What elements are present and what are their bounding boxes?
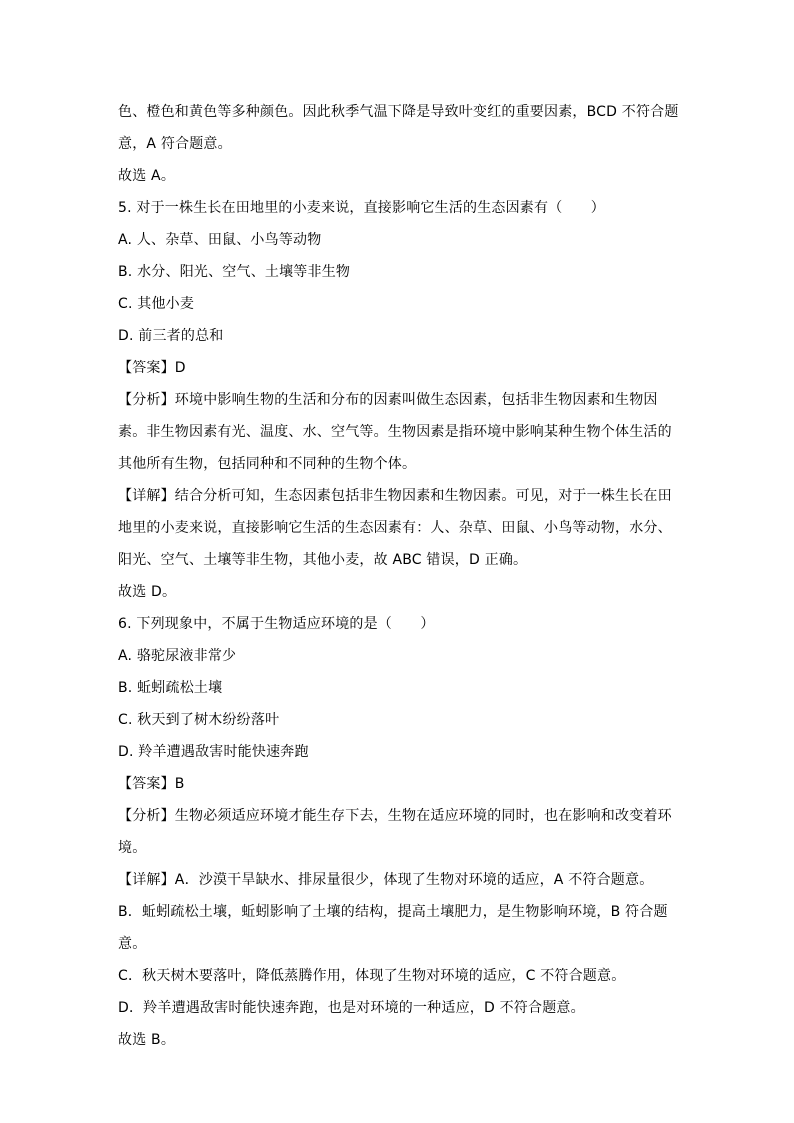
question-5-answer: 【答案】D bbox=[118, 360, 186, 376]
question-5-analysis: 素。非生物因素有光、温度、水、空气等。生物因素是指环境中影响某种生物个体生活的 bbox=[118, 424, 672, 440]
question-5-option-a: A. 人、杂草、田鼠、小鸟等动物 bbox=[118, 232, 322, 248]
text-line: 色、橙色和黄色等多种颜色。因此秋季气温下降是导致叶变红的重要因素，BCD 不符合题 bbox=[118, 104, 679, 120]
question-6-explanation: B．蚯蚓疏松土壤，蚯蚓影响了土壤的结构，提高土壤肥力，是生物影响环境，B 符合题 bbox=[118, 904, 668, 920]
question-6-option-c: C. 秋天到了树木纷纷落叶 bbox=[118, 712, 280, 728]
question-5-explanation: 阳光、空气、土壤等非生物，其他小麦，故 ABC 错误，D 正确。 bbox=[118, 552, 528, 568]
question-5-explanation: 地里的小麦来说，直接影响它生活的生态因素有：人、杂草、田鼠、小鸟等动物，水分、 bbox=[118, 520, 672, 536]
question-6-option-b: B. 蚯蚓疏松土壤 bbox=[118, 680, 223, 696]
question-5-analysis: 其他所有生物，包括同种和不同种的生物个体。 bbox=[118, 456, 417, 472]
question-6-stem: 6. 下列现象中，不属于生物适应环境的是（ ） bbox=[118, 616, 435, 632]
question-6-choice: 故选 B。 bbox=[118, 1032, 176, 1048]
question-5-analysis: 【分析】环境中影响生物的生活和分布的因素叫做生态因素，包括非生物因素和生物因 bbox=[118, 392, 658, 408]
question-6-analysis: 境。 bbox=[118, 840, 147, 856]
question-5-explanation: 【详解】结合分析可知，生态因素包括非生物因素和生物因素。可见，对于一株生长在田 bbox=[118, 488, 672, 504]
question-5-choice: 故选 D。 bbox=[118, 584, 177, 600]
question-6-analysis: 【分析】生物必须适应环境才能生存下去，生物在适应环境的同时，也在影响和改变着环 bbox=[118, 808, 672, 824]
question-5-option-d: D. 前三者的总和 bbox=[118, 328, 224, 344]
question-6-option-d: D. 羚羊遭遇敌害时能快速奔跑 bbox=[118, 744, 309, 760]
question-6-explanation: D．羚羊遭遇敌害时能快速奔跑，也是对环境的一种适应，D 不符合题意。 bbox=[118, 1000, 585, 1016]
question-5-stem: 5. 对于一株生长在田地里的小麦来说，直接影响它生活的生态因素有（ ） bbox=[118, 200, 606, 216]
question-6-answer: 【答案】B bbox=[118, 776, 185, 792]
question-6-explanation: C．秋天树木要落叶，降低蒸腾作用，体现了生物对环境的适应，C 不符合题意。 bbox=[118, 968, 626, 984]
text-line: 意，A 符合题意。 bbox=[118, 136, 232, 152]
question-6-explanation: 意。 bbox=[118, 936, 147, 952]
question-6-option-a: A. 骆驼尿液非常少 bbox=[118, 648, 237, 664]
question-5-option-b: B. 水分、阳光、空气、土壤等非生物 bbox=[118, 264, 351, 280]
question-6-explanation: 【详解】A．沙漠干旱缺水、排尿量很少，体现了生物对环境的适应，A 不符合题意。 bbox=[118, 872, 654, 888]
question-5-option-c: C. 其他小麦 bbox=[118, 296, 195, 312]
text-line: 故选 A。 bbox=[118, 168, 176, 184]
document-page bbox=[118, 96, 678, 1056]
